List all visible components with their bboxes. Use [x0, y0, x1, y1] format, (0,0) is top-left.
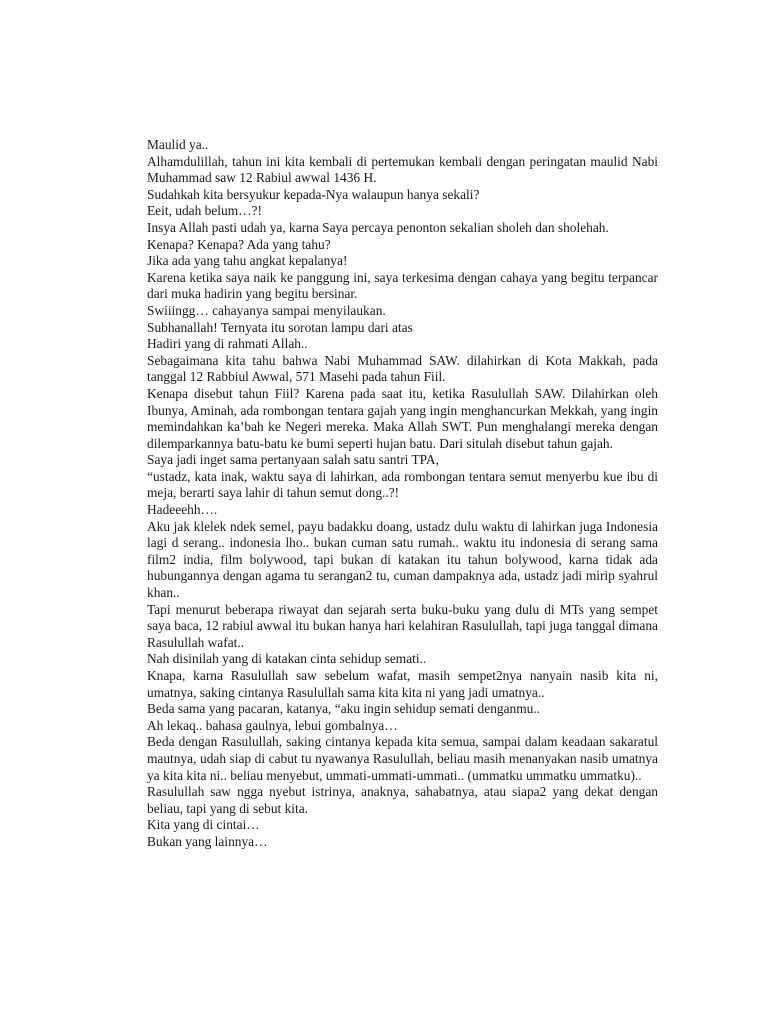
- paragraph: Bukan yang lainnya…: [147, 833, 268, 849]
- paragraph: Karena ketika saya naik ke panggung ini, saya terkesima dengan cahaya yang begitu terpancar dari muka hadirin yang begitu bersinar.: [147, 269, 658, 302]
- paragraph: Knapa, karna Rasulullah saw sebelum wafat, masih sempet2nya nanyain nasib kita ni, umatnya, saking cintanya Rasulullah sama kita kita ni yang jadi umatnya..: [147, 668, 658, 700]
- paragraph: Saya jadi inget sama pertanyaan salah satu santri TPA,: [147, 452, 439, 468]
- paragraph: Maulid ya..: [147, 137, 209, 152]
- paragraph: Ah lekaq.. bahasa gaulnya, lebui gombalnya…: [147, 717, 398, 733]
- paragraph: Hadeeehh….: [147, 502, 218, 518]
- paragraph: Subhanallah! Ternyata itu sorotan lampu dari atas: [147, 319, 413, 335]
- paragraph: Swiiingg… cahayanya sampai menyilaukan.: [147, 302, 386, 318]
- paragraph: Sebagaimana kita tahu bahwa Nabi Muhammad SAW. dilahirkan di Kota Makkah, pada tanggal 12 Rabbiul Awwal, 571 Masehi pada tahun Fiil.: [147, 352, 658, 385]
- paragraph: Beda dengan Rasulullah, saking cintanya kepada kita semua, sampai dalam keadaan sakaratul mautnya, udah siap di cabut tu nyawanya Rasulullah, beliau masih menanyakan nasib umatnya ya kita kita ni.. beliau menyebut, ummati-ummati-ummati.. (ummatku ummatku ummatku)..: [147, 734, 658, 783]
- paragraph: Hadiri yang di rahmati Allah..: [147, 336, 308, 352]
- document-body: [147, 137, 658, 851]
- paragraph: Jika ada yang tahu angkat kepalanya!: [147, 253, 348, 269]
- paragraph: Aku jak klelek ndek semel, payu badakku doang, ustadz dulu waktu di lahirkan juga Indonesia lagi d serang.. indonesia lho.. bukan cuman satu rumah.. waktu itu indonesia di serang sama film2 india, film bolywood, tapi bukan di katakan itu tahun bolywood, karna tidak ada hubungannya dengan agama tu serangan2 tu, cuman dampaknya ada, ustadz jadi mirip syahrul khan..: [147, 518, 658, 601]
- paragraph: Sudahkah kita bersyukur kepada-Nya walaupun hanya sekali?: [147, 186, 480, 202]
- paragraph: Kenapa disebut tahun Fiil? Karena pada saat itu, ketika Rasulullah SAW. Dilahirkan oleh Ibunya, Aminah, ada rombongan tentara gajah yang ingin menghancurkan Mekkah, yang ingin memindahkan ka’bah ke Negeri mereka. Maka Allah SWT. Pun menghalangi mereka dengan dilemparkannya batu-batu ke bumi seperti hujan batu. Dari situlah disebut tahun gajah.: [147, 385, 658, 451]
- paragraph: Kenapa? Kenapa? Ada yang tahu?: [147, 236, 331, 252]
- paragraph: Eeit, udah belum…?!: [147, 203, 262, 219]
- paragraph: Insya Allah pasti udah ya, karna Saya percaya penonton sekalian sholeh dan sholehah.: [147, 219, 609, 235]
- paragraph: “ustadz, kata inak, waktu saya di lahirkan, ada rombongan tentara semut menyerbu kue ibu di meja, berarti saya lahir di tahun semut dong..?!: [147, 468, 658, 501]
- paragraph: Nah disinilah yang di katakan cinta sehidup semati..: [147, 651, 427, 667]
- paragraph: Kita yang di cintai…: [147, 817, 260, 833]
- paragraph: Rasulullah saw ngga nyebut istrinya, anaknya, sahabatnya, atau siapa2 yang dekat dengan beliau, tapi yang di sebut kita.: [147, 784, 658, 816]
- paragraph: Alhamdulillah, tahun ini kita kembali di pertemukan kembali dengan peringatan maulid Nabi Muhammad saw 12 Rabiul awwal 1436 H.: [147, 153, 658, 186]
- paragraph: Tapi menurut beberapa riwayat dan sejarah serta buku-buku yang dulu di MTs yang sempet saya baca, 12 rabiul awwal itu bukan hanya hari kelahiran Rasulullah, tapi juga tanggal dimana Rasulullah wafat..: [147, 601, 658, 650]
- paragraph: Beda sama yang pacaran, katanya, “aku ingin sehidup semati denganmu..: [147, 701, 541, 717]
